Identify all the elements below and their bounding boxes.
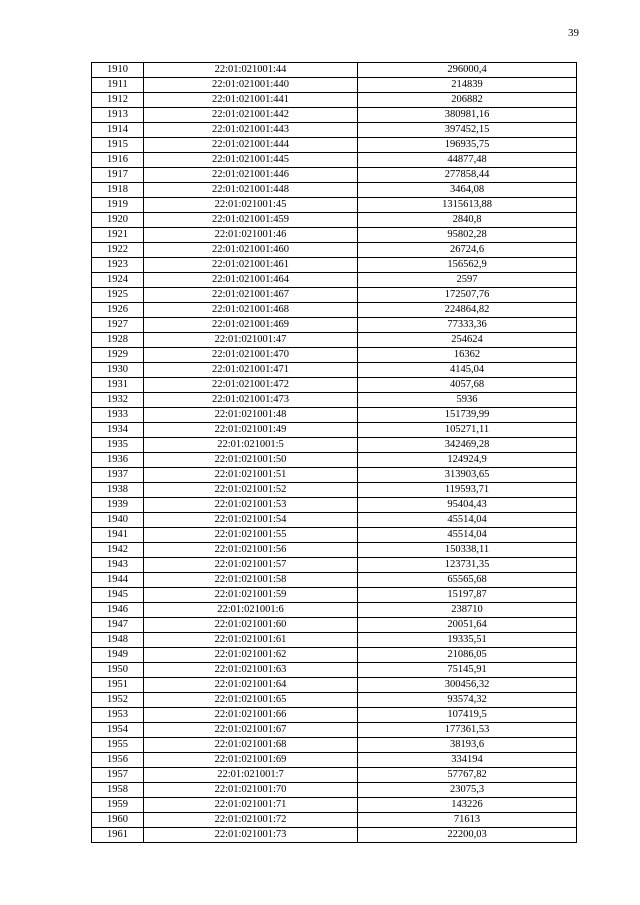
row-number-cell: 1939 [92,498,144,513]
table-row [92,483,577,498]
cadastral-value-cell: 95404,43 [358,498,577,513]
cadastral-number-cell: 22:01:021001:6 [144,603,358,618]
table-row [92,393,577,408]
row-number-cell: 1935 [92,438,144,453]
cadastral-value-cell: 151739,99 [358,408,577,423]
cadastral-number-cell: 22:01:021001:63 [144,663,358,678]
cadastral-value-cell: 206882 [358,93,577,108]
cadastral-number-cell: 22:01:021001:5 [144,438,358,453]
cadastral-value-cell: 4145,04 [358,363,577,378]
table-row [92,663,577,678]
cadastral-value-cell: 15197,87 [358,588,577,603]
cadastral-value-cell: 2597 [358,273,577,288]
cadastral-number-cell: 22:01:021001:445 [144,153,358,168]
cadastral-number-cell: 22:01:021001:469 [144,318,358,333]
row-number-cell: 1931 [92,378,144,393]
row-number-cell: 1917 [92,168,144,183]
cadastral-value-cell: 57767,82 [358,768,577,783]
cadastral-value-cell: 177361,53 [358,723,577,738]
table-row [92,123,577,138]
row-number-cell: 1940 [92,513,144,528]
table-row [92,138,577,153]
row-number-cell: 1914 [92,123,144,138]
row-number-cell: 1915 [92,138,144,153]
cadastral-value-cell: 19335,51 [358,633,577,648]
row-number-cell: 1934 [92,423,144,438]
cadastral-number-cell: 22:01:021001:56 [144,543,358,558]
cadastral-value-cell: 143226 [358,798,577,813]
table-row [92,183,577,198]
row-number-cell: 1953 [92,708,144,723]
cadastral-value-cell: 397452,15 [358,123,577,138]
table-row [92,723,577,738]
row-number-cell: 1957 [92,768,144,783]
cadastral-value-cell: 107419,5 [358,708,577,723]
cadastral-value-cell: 196935,75 [358,138,577,153]
table-row [92,543,577,558]
row-number-cell: 1961 [92,828,144,843]
cadastral-number-cell: 22:01:021001:442 [144,108,358,123]
cadastral-value-cell: 95802,28 [358,228,577,243]
cadastral-value-cell: 300456,32 [358,678,577,693]
row-number-cell: 1954 [92,723,144,738]
cadastral-value-cell: 238710 [358,603,577,618]
cadastral-number-cell: 22:01:021001:66 [144,708,358,723]
cadastral-number-cell: 22:01:021001:441 [144,93,358,108]
cadastral-value-cell: 21086,05 [358,648,577,663]
cadastral-number-cell: 22:01:021001:473 [144,393,358,408]
table-row [92,558,577,573]
cadastral-number-cell: 22:01:021001:72 [144,813,358,828]
row-number-cell: 1947 [92,618,144,633]
cadastral-number-cell: 22:01:021001:470 [144,348,358,363]
cadastral-value-cell: 172507,76 [358,288,577,303]
table-row [92,213,577,228]
cadastral-number-cell: 22:01:021001:45 [144,198,358,213]
cadastral-number-cell: 22:01:021001:471 [144,363,358,378]
row-number-cell: 1959 [92,798,144,813]
cadastral-number-cell: 22:01:021001:443 [144,123,358,138]
cadastral-value-cell: 342469,28 [358,438,577,453]
cadastral-number-cell: 22:01:021001:57 [144,558,358,573]
cadastral-number-cell: 22:01:021001:54 [144,513,358,528]
cadastral-value-cell: 334194 [358,753,577,768]
table-row [92,318,577,333]
table-row [92,498,577,513]
row-number-cell: 1911 [92,78,144,93]
table-row [92,348,577,363]
cadastral-number-cell: 22:01:021001:472 [144,378,358,393]
cadastral-value-cell: 313903,65 [358,468,577,483]
table-row [92,153,577,168]
cadastral-value-cell: 4057,68 [358,378,577,393]
table-row [92,303,577,318]
cadastral-value-cell: 156562,9 [358,258,577,273]
cadastral-number-cell: 22:01:021001:61 [144,633,358,648]
cadastral-number-cell: 22:01:021001:464 [144,273,358,288]
table-row [92,78,577,93]
row-number-cell: 1941 [92,528,144,543]
cadastral-number-cell: 22:01:021001:461 [144,258,358,273]
cadastral-value-cell: 71613 [358,813,577,828]
table-row [92,618,577,633]
cadastral-value-cell: 3464,08 [358,183,577,198]
row-number-cell: 1958 [92,783,144,798]
row-number-cell: 1920 [92,213,144,228]
cadastral-value-cell: 5936 [358,393,577,408]
row-number-cell: 1936 [92,453,144,468]
cadastral-number-cell: 22:01:021001:7 [144,768,358,783]
cadastral-value-cell: 16362 [358,348,577,363]
cadastral-number-cell: 22:01:021001:71 [144,798,358,813]
cadastral-number-cell: 22:01:021001:46 [144,228,358,243]
cadastral-value-cell: 2840,8 [358,213,577,228]
cadastral-value-cell: 150338,11 [358,543,577,558]
row-number-cell: 1950 [92,663,144,678]
table-row [92,693,577,708]
row-number-cell: 1948 [92,633,144,648]
row-number-cell: 1923 [92,258,144,273]
row-number-cell: 1942 [92,543,144,558]
cadastral-number-cell: 22:01:021001:52 [144,483,358,498]
cadastral-number-cell: 22:01:021001:69 [144,753,358,768]
table-row [92,108,577,123]
cadastral-number-cell: 22:01:021001:48 [144,408,358,423]
table-row [92,633,577,648]
row-number-cell: 1944 [92,573,144,588]
cadastral-number-cell: 22:01:021001:58 [144,573,358,588]
row-number-cell: 1912 [92,93,144,108]
table-row [92,528,577,543]
cadastral-number-cell: 22:01:021001:49 [144,423,358,438]
cadastral-number-cell: 22:01:021001:47 [144,333,358,348]
table-row [92,753,577,768]
table-row [92,648,577,663]
cadastral-value-cell: 65565,68 [358,573,577,588]
table-row [92,243,577,258]
cadastral-number-cell: 22:01:021001:467 [144,288,358,303]
table-row [92,513,577,528]
cadastral-number-cell: 22:01:021001:64 [144,678,358,693]
cadastral-value-cell: 124924,9 [358,453,577,468]
table-row [92,273,577,288]
cadastral-number-cell: 22:01:021001:68 [144,738,358,753]
table-row [92,438,577,453]
row-number-cell: 1933 [92,408,144,423]
cadastral-value-cell: 380981,16 [358,108,577,123]
cadastral-value-cell: 123731,35 [358,558,577,573]
row-number-cell: 1956 [92,753,144,768]
row-number-cell: 1943 [92,558,144,573]
row-number-cell: 1921 [92,228,144,243]
table-row [92,603,577,618]
cadastral-value-cell: 23075,3 [358,783,577,798]
cadastral-value-cell: 224864,82 [358,303,577,318]
page-number: 39 [568,27,579,39]
cadastral-number-cell: 22:01:021001:44 [144,63,358,78]
cadastral-value-cell: 214839 [358,78,577,93]
cadastral-number-cell: 22:01:021001:460 [144,243,358,258]
cadastral-number-cell: 22:01:021001:440 [144,78,358,93]
cadastral-value-cell: 277858,44 [358,168,577,183]
row-number-cell: 1924 [92,273,144,288]
table-row [92,708,577,723]
cadastral-number-cell: 22:01:021001:55 [144,528,358,543]
cadastral-number-cell: 22:01:021001:67 [144,723,358,738]
table-row [92,738,577,753]
cadastral-value-cell: 26724,6 [358,243,577,258]
row-number-cell: 1929 [92,348,144,363]
table-row [92,378,577,393]
row-number-cell: 1926 [92,303,144,318]
row-number-cell: 1918 [92,183,144,198]
cadastral-value-cell: 45514,04 [358,513,577,528]
row-number-cell: 1955 [92,738,144,753]
row-number-cell: 1928 [92,333,144,348]
row-number-cell: 1910 [92,63,144,78]
row-number-cell: 1925 [92,288,144,303]
cadastral-number-cell: 22:01:021001:468 [144,303,358,318]
cadastral-number-cell: 22:01:021001:53 [144,498,358,513]
row-number-cell: 1930 [92,363,144,378]
cadastral-number-cell: 22:01:021001:448 [144,183,358,198]
table-row [92,678,577,693]
cadastral-number-cell: 22:01:021001:59 [144,588,358,603]
row-number-cell: 1952 [92,693,144,708]
row-number-cell: 1946 [92,603,144,618]
row-number-cell: 1927 [92,318,144,333]
row-number-cell: 1937 [92,468,144,483]
table-row [92,333,577,348]
table-row [92,573,577,588]
row-number-cell: 1951 [92,678,144,693]
cadastral-value-cell: 22200,03 [358,828,577,843]
cadastral-number-cell: 22:01:021001:444 [144,138,358,153]
cadastral-value-cell: 45514,04 [358,528,577,543]
cadastral-number-cell: 22:01:021001:73 [144,828,358,843]
cadastral-value-cell: 75145,91 [358,663,577,678]
row-number-cell: 1919 [92,198,144,213]
table-row [92,198,577,213]
table-row [92,423,577,438]
row-number-cell: 1922 [92,243,144,258]
cadastral-value-cell: 44877,48 [358,153,577,168]
table-row [92,588,577,603]
cadastral-value-cell: 296000,4 [358,63,577,78]
table-row [92,798,577,813]
row-number-cell: 1916 [92,153,144,168]
cadastral-value-cell: 93574,32 [358,693,577,708]
cadastral-number-cell: 22:01:021001:446 [144,168,358,183]
cadastral-value-cell: 119593,71 [358,483,577,498]
cadastral-number-cell: 22:01:021001:65 [144,693,358,708]
cadastral-value-cell: 1315613,88 [358,198,577,213]
table-row [92,93,577,108]
table-row [92,288,577,303]
table-row [92,468,577,483]
row-number-cell: 1949 [92,648,144,663]
table-row [92,63,577,78]
table-row [92,168,577,183]
cadastral-value-cell: 254624 [358,333,577,348]
table-row [92,258,577,273]
table-row [92,228,577,243]
cadastral-value-cell: 105271,11 [358,423,577,438]
table-row [92,813,577,828]
cadastral-number-cell: 22:01:021001:51 [144,468,358,483]
cadastral-number-cell: 22:01:021001:60 [144,618,358,633]
cadastral-value-cell: 77333,36 [358,318,577,333]
cadastral-number-cell: 22:01:021001:50 [144,453,358,468]
cadastral-value-cell: 38193,6 [358,738,577,753]
cadastral-value-table [91,62,577,843]
row-number-cell: 1913 [92,108,144,123]
row-number-cell: 1932 [92,393,144,408]
cadastral-number-cell: 22:01:021001:459 [144,213,358,228]
table-row [92,453,577,468]
table-row [92,363,577,378]
row-number-cell: 1938 [92,483,144,498]
table-row [92,783,577,798]
table-row [92,828,577,843]
table-row [92,408,577,423]
row-number-cell: 1945 [92,588,144,603]
cadastral-number-cell: 22:01:021001:70 [144,783,358,798]
cadastral-value-cell: 20051,64 [358,618,577,633]
table-row [92,768,577,783]
cadastral-number-cell: 22:01:021001:62 [144,648,358,663]
row-number-cell: 1960 [92,813,144,828]
table-body [92,63,577,843]
